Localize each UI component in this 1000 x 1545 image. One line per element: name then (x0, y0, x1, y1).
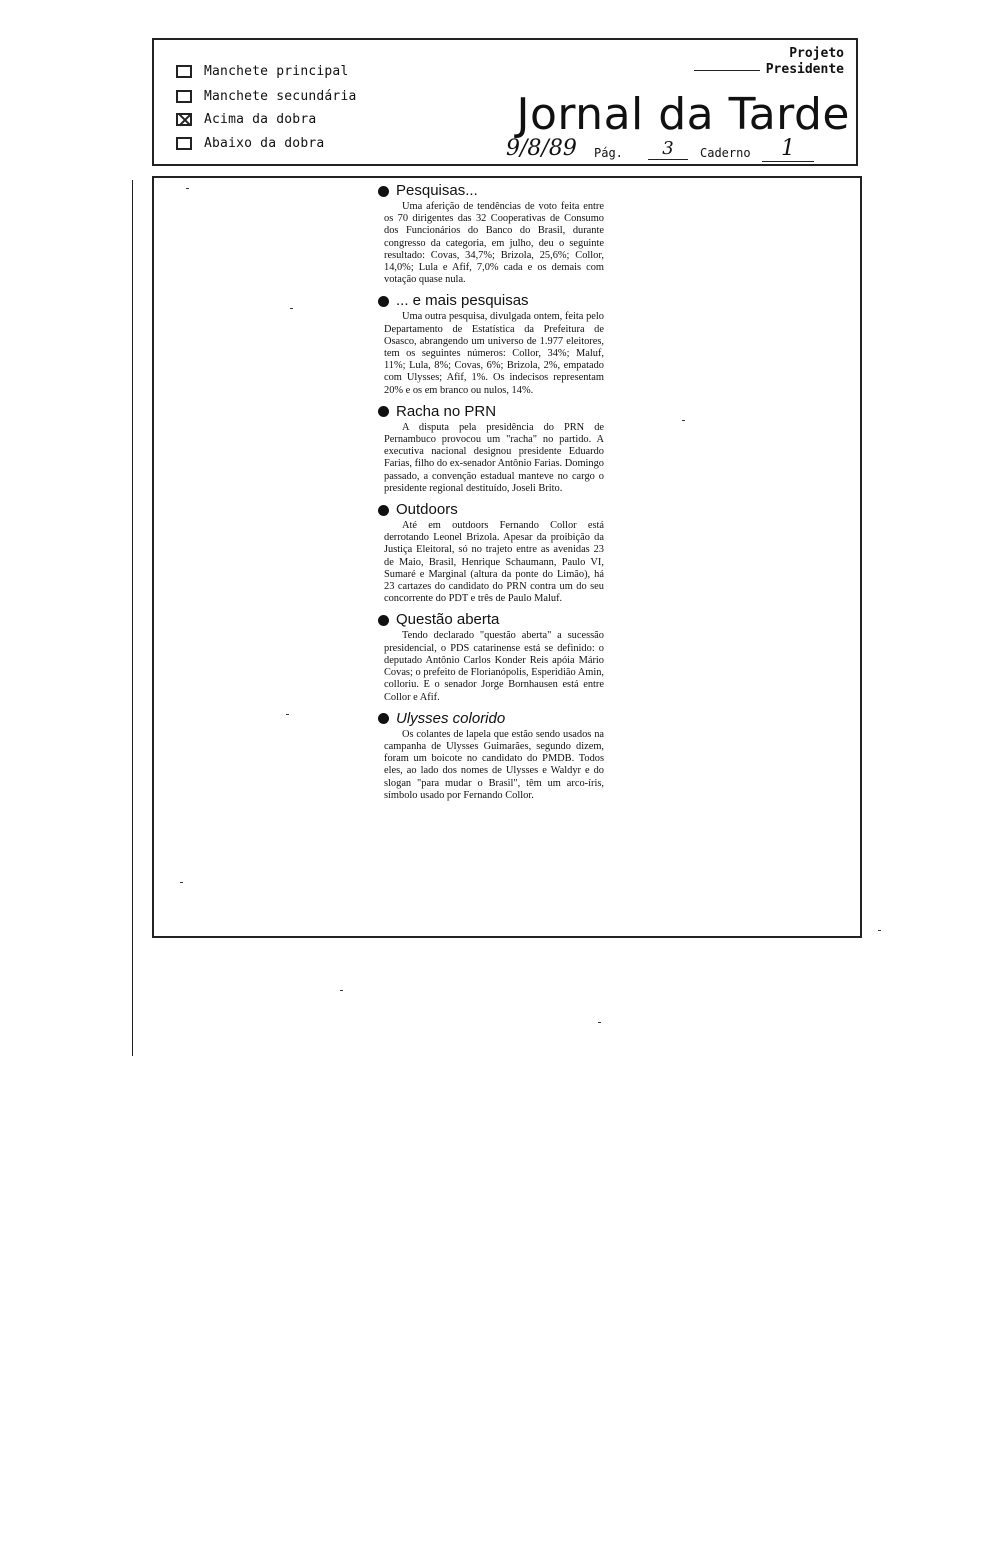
scan-speck (180, 882, 183, 883)
section-title: ... e mais pesquisas (396, 292, 529, 310)
news-item-ulysses-colorido (378, 710, 604, 802)
section-body: Os colantes de lapela que estão sendo usados na campanha de Ulysses Guimarães, segundo dizem, foram um boicote no candidato do PMDB. Todos eles, ao lado dos nomes de Ulysses e Waldyr e do slogan "para mudar o Brasil", têm um arco-íris, símbolo usado por Fernando Collor. (384, 728, 604, 801)
checkbox-row-acima-da-dobra (176, 108, 316, 130)
checkbox-row-manchete-secundaria (176, 85, 357, 107)
bullet-icon (378, 505, 389, 516)
bullet-icon (378, 406, 389, 417)
clipping-frame (152, 176, 862, 938)
news-item-mais-pesquisas (378, 292, 604, 396)
project-underline (694, 70, 760, 71)
page-label: Pág. (594, 146, 623, 160)
section-body: Tendo declarado "questão aberta" a sucessão presidencial, o PDS catarinense está se definido: o deputado Antônio Carlos Konder Reis apóia Mário Covas; o prefeito de Florianópolis, Esperidião Amin, colloriu. E o senador Jorge Bornhausen está entre Collor e Afif. (384, 630, 604, 703)
section-title: Ulysses colorido (396, 709, 506, 727)
project-label-line2: Presidente (765, 62, 844, 77)
news-item-questao-aberta (378, 611, 604, 703)
checkbox-icon (176, 90, 192, 103)
page-number: 3 (648, 138, 688, 160)
section-body: Até em outdoors Fernando Collor está derrotando Leonel Brizola. Apesar da proibição da Justiça Eleitoral, só no trajeto entre as avenidas 23 de Maio, Brasil, Henrique Schaumann, Paulo VI, Sumaré e Marginal (altura da ponte do Limão), há 23 cartazes do candidato do PRN contra um do seu concorrente do PDT e três de Paulo Maluf. (384, 520, 604, 605)
news-item-pesquisas (378, 182, 604, 286)
section-number: 1 (762, 136, 814, 162)
section-title: Pesquisas... (396, 182, 478, 199)
checkbox-icon (176, 137, 192, 150)
clipping-header (152, 38, 858, 166)
project-label (766, 46, 844, 78)
section-heading (378, 611, 604, 629)
handwritten-date: 9/8/89 (506, 136, 577, 161)
bullet-icon (378, 713, 389, 724)
scan-speck (878, 930, 881, 931)
scan-speck (290, 308, 293, 309)
section-heading (378, 403, 604, 421)
section-heading (378, 710, 604, 728)
left-margin-rule (132, 180, 133, 1056)
checkbox-row-manchete-principal (176, 60, 348, 82)
scan-speck (598, 1022, 601, 1023)
checked-box-icon (176, 113, 192, 126)
bullet-icon (378, 296, 389, 307)
bullet-icon (378, 186, 389, 197)
section-title: Outdoors (396, 501, 458, 519)
section-title: Questão aberta (396, 611, 500, 629)
news-item-outdoors (378, 501, 604, 605)
scan-speck (340, 990, 343, 991)
section-heading (378, 292, 604, 310)
section-body: Uma outra pesquisa, divulgada ontem, feita pelo Departamento de Estatística da Prefeitura de Osasco, abrangendo um universo de 1.977 eleitores, tem os seguintes números: Collor, 34%; Maluf, 11%; Lula, 8%; Covas, 6%; Brizola, 2%, empatado com Ulysses; Afif, 1%. Os indecisos representam 20% e os em branco ou nulos, 14%. (384, 311, 604, 396)
scan-speck (682, 420, 685, 421)
checkbox-label: Acima da dobra (204, 111, 317, 127)
newspaper-title: Jornal da Tarde (516, 89, 850, 140)
checkbox-label: Manchete principal (204, 63, 349, 79)
section-body: A disputa pela presidência do PRN de Pernambuco provocou um "racha" no partido. A executiva nacional designou presidente Eduardo Farias, filho do ex-senador Antônio Farias. Domingo passado, a convenção estadual manteve no cargo o presidente regional destituído, Joseli Brito. (384, 421, 604, 494)
bullet-icon (378, 615, 389, 626)
checkbox-label: Abaixo da dobra (204, 135, 325, 151)
section-heading (378, 182, 604, 200)
section-heading (378, 501, 604, 519)
section-title: Racha no PRN (396, 402, 497, 420)
checkbox-row-abaixo-da-dobra (176, 132, 324, 154)
checkbox-label: Manchete secundária (204, 88, 357, 104)
section-label: Caderno (700, 146, 751, 160)
scan-speck (286, 714, 289, 715)
news-column (378, 182, 604, 808)
checkbox-icon (176, 65, 192, 78)
scan-speck (186, 188, 189, 189)
section-body: Uma aferição de tendências de voto feita entre os 70 dirigentes das 32 Cooperativas de Consumo dos Funcionários do Banco do Brasil, durante congresso da categoria, em julho, deu o seguinte resultado: Covas, 34,7%; Brizola, 25,6%; Collor, 14,0%; Lula e Afif, 7,0% cada e os demais com votação quase nula. (384, 201, 604, 286)
news-item-racha (378, 403, 604, 495)
project-label-line1: Projeto (789, 46, 844, 61)
publication-meta (506, 136, 846, 164)
